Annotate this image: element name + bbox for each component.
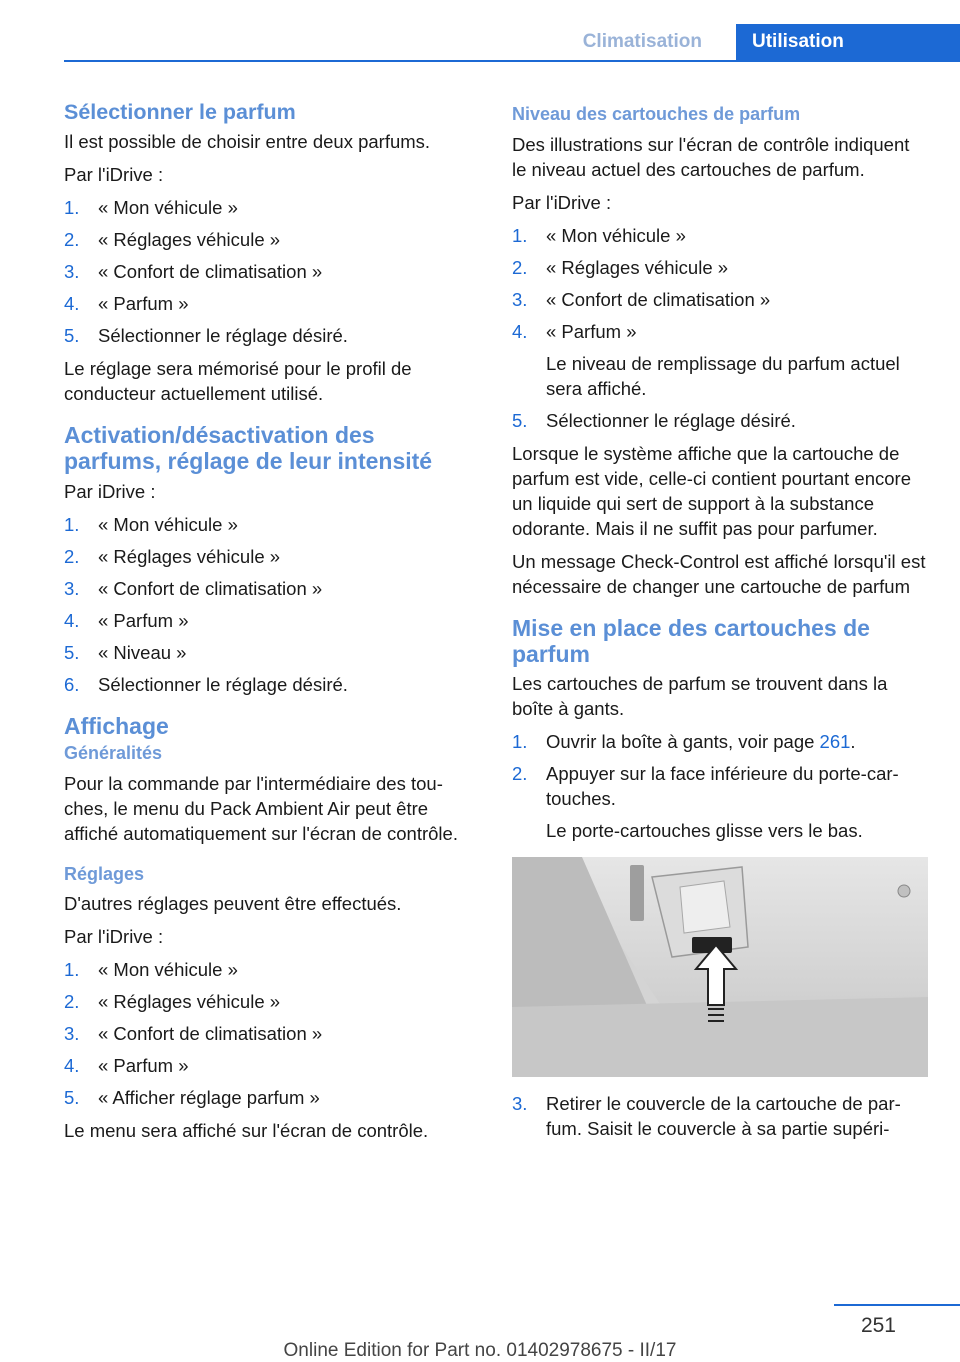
footer-rule [834,1304,960,1306]
steps-list [64,195,476,348]
page-header [0,24,960,62]
step-note: Le niveau de remplissage du parfum actuel sera affiché. [546,352,900,399]
list-item [512,255,928,280]
steps-list [64,957,476,1110]
list-item [512,729,928,754]
paragraph: Par iDrive : [64,480,156,502]
subheading-settings: Réglages [64,863,145,884]
step-number: 2. [64,991,80,1013]
heading-select-fragrance: Sélectionner le parfum [64,100,296,124]
list-item [64,989,476,1014]
step-number: 2. [512,763,528,785]
step-text: « Afficher réglage parfum » [98,1087,320,1109]
heading-activation: Activation/désactivation des parfums, réglage de leur intensité [64,421,433,475]
left-column [64,100,476,1151]
step-text: « Réglages véhicule » [546,256,729,278]
list-item [64,512,476,537]
step-text: Retirer le couvercle de la cartouche de parfum. Saisit le couvercle à sa partie supéri- [546,1093,901,1140]
paragraph: Il est possible de choisir entre deux parfums. [64,130,431,152]
header-chapter-tab: Utilisation [736,24,960,62]
step-text-end: . [850,731,856,753]
subheading-general: Généralités [64,743,163,764]
step-text: « Parfum » [546,320,637,342]
step-text: Sélectionner le réglage désiré. [546,409,796,431]
list-item [512,1091,928,1141]
paragraph: Les cartouches de parfum se trouvent dans la boîte à gants. [512,673,888,720]
steps-list [512,1091,928,1141]
step-number: 3. [64,577,80,599]
list-item [512,223,928,248]
paragraph: Lorsque le système affiche que la cartouche de parfum est vide, celle-ci contient pourtant encore un liquide qui sert de support à la substance odorante. Mais il ne suffit pas pour parfumer. [512,442,911,539]
step-text: « Réglages véhicule » [98,545,281,567]
heading-display: Affichage [64,712,169,739]
step-number: 5. [64,324,80,346]
step-text: Sélectionner le réglage désiré. [98,673,348,695]
paragraph: Des illustrations sur l'écran de contrôle indiquent le niveau actuel des cartouches de parfum. [512,133,910,180]
glovebox-photo [512,857,928,1077]
steps-list [512,223,928,433]
paragraph: Pour la commande par l'intermédiaire des touches, le menu du Pack Ambient Air peut être affiché automatiquement sur l'écran de contrôle. [64,772,458,844]
page-number: 251 [860,1314,896,1337]
right-column [512,100,928,1149]
step-text: « Confort de climatisation » [98,577,323,599]
paragraph: Un message Check-Control est affiché lorsqu'il est nécessaire de changer une cartouche de parfum [512,550,926,597]
paragraph: Par l'iDrive : [64,163,164,185]
step-number: 1. [64,513,80,535]
step-note: Le porte-cartouches glisse vers le bas. [546,820,863,842]
paragraph: Par l'iDrive : [512,191,612,213]
step-number: 4. [64,292,80,314]
page-reference-link[interactable]: 261 [819,731,851,753]
step-number: 2. [512,256,528,278]
step-text: « Mon véhicule » [98,959,238,981]
step-number: 2. [64,228,80,250]
step-number: 4. [64,1055,80,1077]
step-number: 3. [512,1093,528,1115]
step-number: 2. [64,545,80,567]
step-text: « Confort de climatisation » [98,1023,323,1045]
step-number: 1. [64,959,80,981]
step-text: Sélectionner le réglage désiré. [98,324,348,346]
list-item [512,761,928,843]
list-item [512,319,928,401]
step-number: 1. [64,196,80,218]
step-number: 3. [512,288,528,310]
list-item [64,576,476,601]
step-number: 3. [64,1023,80,1045]
step-text: « Parfum » [98,1055,189,1077]
list-item [64,259,476,284]
list-item [64,957,476,982]
step-number: 5. [512,409,528,431]
paragraph: Le réglage sera mémorisé pour le profil de conducteur actuellement utilisé. [64,357,412,404]
glovebox-cartridge-illustration [512,857,928,1077]
list-item [64,195,476,220]
step-number: 4. [512,320,528,342]
step-number: 4. [64,609,80,631]
list-item [64,608,476,633]
list-item [64,323,476,348]
step-number: 1. [512,731,528,753]
list-item [512,408,928,433]
paragraph: Le menu sera affiché sur l'écran de contrôle. [64,1120,429,1142]
header-section-label: Climatisation [582,31,702,52]
list-item [64,1085,476,1110]
step-text: « Parfum » [98,292,189,314]
list-item [64,1021,476,1046]
paragraph: Par l'iDrive : [64,926,164,948]
steps-list [64,512,476,697]
step-text: « Confort de climatisation » [546,288,771,310]
step-text: « Réglages véhicule » [98,991,281,1013]
step-number: 6. [64,673,80,695]
step-number: 5. [64,641,80,663]
list-item [64,672,476,697]
list-item [64,544,476,569]
steps-list [512,729,928,843]
step-text: Appuyer sur la face inférieure du porte-cartouches. [546,763,899,810]
step-text: Ouvrir la boîte à gants, voir page [546,731,820,753]
step-text: « Réglages véhicule » [98,228,281,250]
list-item [512,287,928,312]
step-number: 1. [512,224,528,246]
header-rule [64,60,960,62]
heading-install-cartridges: Mise en place des cartouches de parfum [512,614,870,668]
edition-footer: Online Edition for Part no. 01402978675 - II/17 [283,1340,677,1361]
step-text: « Niveau » [98,641,187,663]
step-text: « Mon véhicule » [98,513,238,535]
list-item [64,291,476,316]
step-number: 5. [64,1087,80,1109]
step-text: « Parfum » [98,609,189,631]
paragraph: D'autres réglages peuvent être effectués. [64,893,402,915]
step-text: « Confort de climatisation » [98,260,323,282]
step-text: « Mon véhicule » [546,224,686,246]
list-item [64,640,476,665]
list-item [64,227,476,252]
heading-cartridge-level: Niveau des cartouches de parfum [512,104,801,124]
step-text: « Mon véhicule » [98,196,238,218]
list-item [64,1053,476,1078]
step-number: 3. [64,260,80,282]
